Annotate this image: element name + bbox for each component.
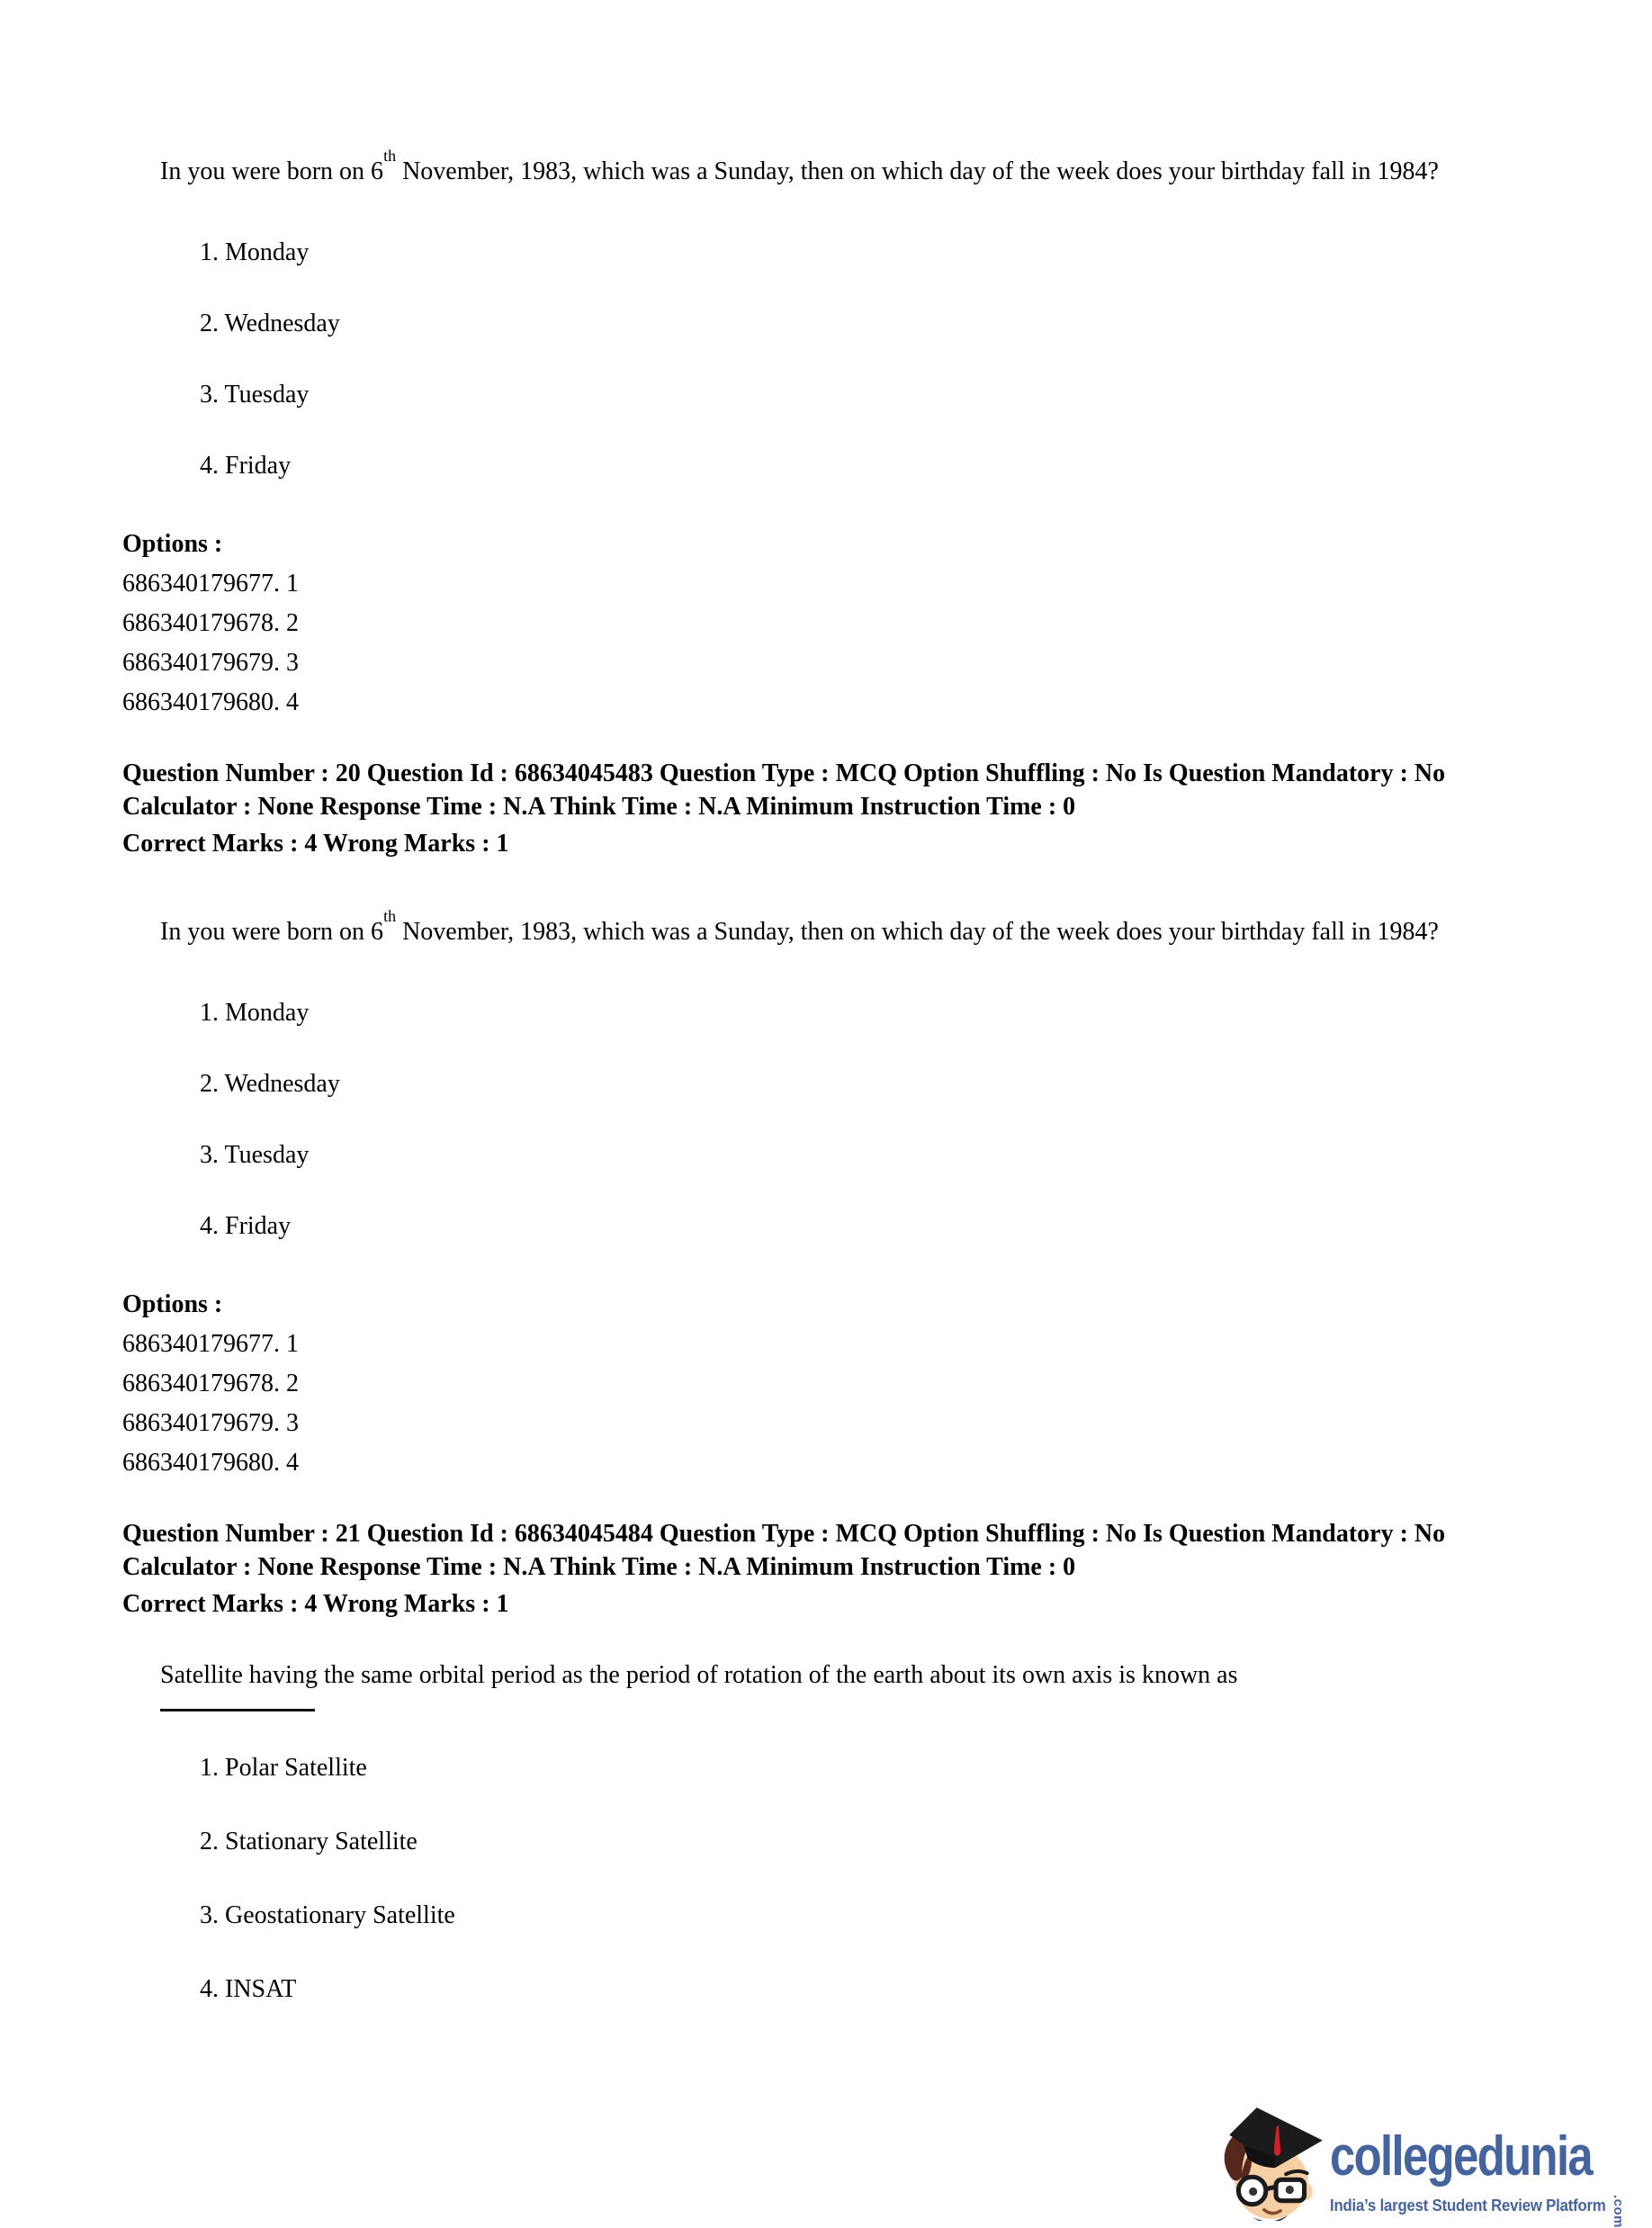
question-19-text-before: In you were born on 6 [160, 157, 384, 185]
question-20-option-id-4: 686340179680. 4 [122, 1449, 299, 1477]
question-21-choice-2: 2. Stationary Satellite [200, 1828, 417, 1855]
question-19-choice-4: 4. Friday [200, 452, 292, 480]
collegedunia-wordmark: collegedunia [1330, 2125, 1593, 2188]
superscript-ordinal: th [383, 146, 397, 165]
question-20-text-after: November, 1983, which was a Sunday, then on which day of the week does your birthday fall in 1984? [396, 918, 1439, 946]
superscript-ordinal: th [383, 906, 397, 925]
question-20-text [160, 906, 1535, 953]
collegedunia-logo [1217, 2104, 1639, 2228]
question-19-text-after: November, 1983, which was a Sunday, then on which day of the week does your birthday fall in 1984? [396, 157, 1439, 185]
question-20-metadata: Question Number : 20 Question Id : 68634045483 Question Type : MCQ Option Shuffling : No Is Question Mandatory : No Calculator : None Response Time : N.A Think Time : N.A Minimum Instruction Time : 0 [122, 759, 1446, 821]
question-21-metadata: Question Number : 21 Question Id : 68634045484 Question Type : MCQ Option Shuffling : No Is Question Mandatory : No Calculator : None Response Time : N.A Think Time : N.A Minimum Instruction Time : 0 [122, 1520, 1446, 1581]
collegedunia-dotcom: .com [1611, 2195, 1626, 2228]
question-19-choice-3: 3. Tuesday [200, 381, 310, 409]
question-19-option-id-3: 686340179679. 3 [122, 649, 299, 677]
question-19-option-id-2: 686340179678. 2 [122, 609, 299, 637]
question-19-choice-1: 1. Monday [200, 238, 310, 266]
question-21-marks: Correct Marks : 4 Wrong Marks : 1 [122, 1590, 509, 1618]
question-19-option-id-4: 686340179680. 4 [122, 688, 299, 716]
question-20-choice-1: 1. Monday [200, 999, 310, 1027]
question-20-choice-3: 3. Tuesday [200, 1141, 310, 1169]
fill-in-blank-line [160, 1709, 315, 1711]
question-20-marks: Correct Marks : 4 Wrong Marks : 1 [122, 830, 509, 858]
question-19-option-id-1: 686340179677. 1 [122, 570, 299, 597]
question-20-choice-2: 2. Wednesday [200, 1070, 340, 1098]
question-20-text-before: In you were born on 6 [160, 918, 384, 946]
question-20-choice-4: 4. Friday [200, 1212, 292, 1240]
question-19-text [160, 146, 1535, 193]
collegedunia-tagline: India’s largest Student Review Platform [1330, 2197, 1606, 2215]
question-21-choice-1: 1. Polar Satellite [200, 1754, 367, 1782]
question-20-option-id-3: 686340179679. 3 [122, 1409, 299, 1437]
question-20-option-id-1: 686340179677. 1 [122, 1330, 299, 1358]
question-20-options-label: Options : [122, 1290, 223, 1318]
question-21-text: Satellite having the same orbital period as the period of rotation of the earth about its own axis is known as [160, 1661, 1238, 1689]
collegedunia-wordmark-block [1330, 2125, 1639, 2228]
question-20-option-id-2: 686340179678. 2 [122, 1370, 299, 1397]
question-19-choice-2: 2. Wednesday [200, 310, 340, 337]
question-19-options-label: Options : [122, 530, 223, 558]
question-21-choice-4: 4. INSAT [200, 1975, 297, 2003]
question-21-choice-3: 3. Geostationary Satellite [200, 1901, 455, 1929]
collegedunia-mascot-icon [1217, 2104, 1326, 2221]
